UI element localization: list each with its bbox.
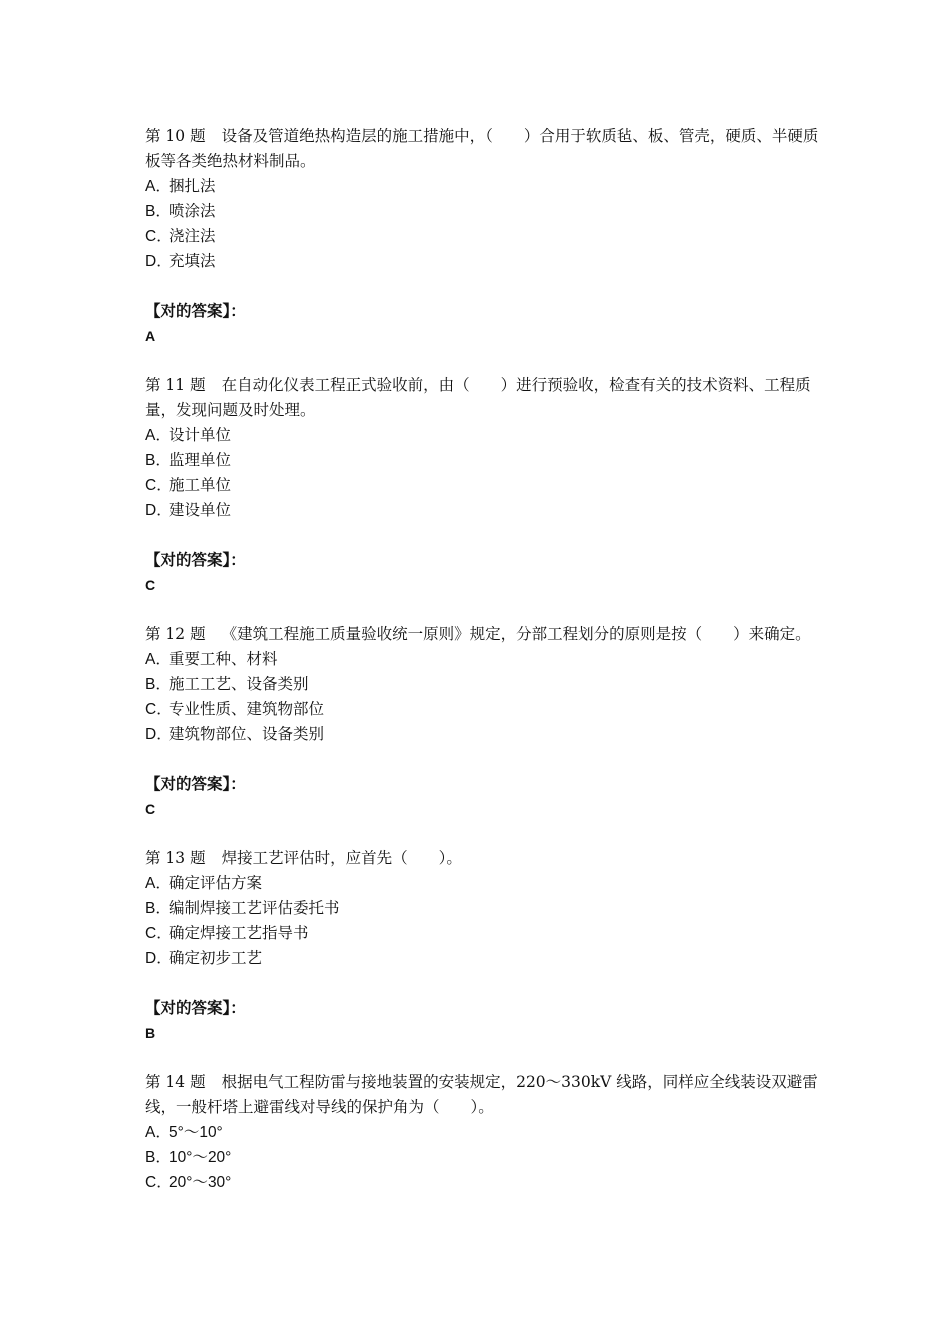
question-text: 焊接工艺评估时，应首先（ ）。: [221, 849, 462, 867]
option-a: [145, 423, 825, 448]
option-list: [145, 871, 825, 971]
option-text: 重要工种、材料: [169, 650, 278, 668]
option-text: 编制焊接工艺评估委托书: [169, 899, 340, 917]
document-page: [145, 124, 825, 1195]
option-text: 确定焊接工艺指导书: [169, 924, 309, 942]
option-text: 监理单位: [169, 451, 232, 469]
question-number: 第 12 题: [145, 625, 206, 643]
option-letter: C．: [145, 228, 172, 245]
option-text: 确定评估方案: [169, 874, 263, 892]
question-number: 第 14 题: [145, 1073, 206, 1091]
option-text: 捆扎法: [169, 177, 216, 195]
option-c: [145, 697, 825, 722]
answer-label: 【对的答案】：: [145, 303, 246, 320]
option-c: [145, 473, 825, 498]
answer-value: B: [145, 1025, 156, 1041]
answer-value: A: [145, 328, 156, 344]
question-11: [145, 373, 825, 598]
option-text: 建设单位: [169, 501, 232, 519]
option-letter: C．: [145, 701, 172, 718]
option-b: [145, 199, 825, 224]
option-text: 确定初步工艺: [169, 949, 263, 967]
option-text: 充填法: [169, 252, 216, 270]
option-text: 5°～10°: [169, 1124, 223, 1141]
option-c: [145, 921, 825, 946]
option-letter: B．: [145, 900, 171, 917]
option-letter: B．: [145, 452, 171, 469]
option-letter: A．: [145, 875, 171, 892]
answer-block: [145, 548, 825, 598]
option-b: [145, 448, 825, 473]
option-text: 10°～20°: [169, 1149, 232, 1166]
option-list: [145, 1120, 825, 1195]
option-b: [145, 1145, 825, 1170]
option-letter: D．: [145, 950, 172, 967]
question-number: 第 10 题: [145, 127, 206, 145]
answer-block: [145, 996, 825, 1046]
option-letter: A．: [145, 651, 171, 668]
option-c: [145, 1170, 825, 1195]
option-letter: B．: [145, 1149, 171, 1166]
answer-label: 【对的答案】：: [145, 1000, 246, 1017]
option-a: [145, 871, 825, 896]
option-letter: D．: [145, 502, 172, 519]
answer-value: C: [145, 577, 156, 593]
answer-label: 【对的答案】：: [145, 552, 246, 569]
answer-block: [145, 772, 825, 822]
option-text: 20°～30°: [169, 1174, 232, 1191]
question-stem: [145, 846, 825, 871]
question-12: [145, 622, 825, 822]
option-d: [145, 722, 825, 747]
answer-value: C: [145, 801, 156, 817]
option-b: [145, 672, 825, 697]
option-d: [145, 249, 825, 274]
question-text: 设备及管道绝热构造层的施工措施中，（ ）合用于软质毡、板、管壳，硬质、半硬质板等各类绝热材料制品。: [145, 127, 819, 170]
option-a: [145, 647, 825, 672]
option-text: 设计单位: [169, 426, 232, 444]
question-text: 《建筑工程施工质量验收统一原则》规定，分部工程划分的原则是按（ ）来确定。: [221, 625, 811, 643]
option-letter: C．: [145, 1174, 172, 1191]
option-letter: D．: [145, 726, 172, 743]
question-stem: [145, 373, 825, 423]
option-text: 施工工艺、设备类别: [169, 675, 309, 693]
option-text: 浇注法: [169, 227, 216, 245]
answer-block: [145, 299, 825, 349]
question-stem: [145, 622, 825, 647]
question-text: 根据电气工程防雷与接地装置的安装规定，220～330kV 线路，同样应全线装设双避雷线，一般杆塔上避雷线对导线的保护角为（ ）。: [145, 1073, 818, 1116]
option-letter: C．: [145, 477, 172, 494]
question-stem: [145, 124, 825, 174]
option-list: [145, 647, 825, 747]
option-text: 施工单位: [169, 476, 232, 494]
option-letter: A．: [145, 1124, 171, 1141]
option-list: [145, 423, 825, 523]
question-number: 第 11 题: [145, 376, 206, 394]
option-text: 喷涂法: [169, 202, 216, 220]
option-letter: B．: [145, 203, 171, 220]
question-10: [145, 124, 825, 349]
option-letter: D．: [145, 253, 172, 270]
answer-label: 【对的答案】：: [145, 776, 246, 793]
option-text: 建筑物部位、设备类别: [169, 725, 325, 743]
option-a: [145, 1120, 825, 1145]
option-text: 专业性质、建筑物部位: [169, 700, 325, 718]
option-b: [145, 896, 825, 921]
question-13: [145, 846, 825, 1046]
option-letter: A．: [145, 178, 171, 195]
option-d: [145, 946, 825, 971]
option-list: [145, 174, 825, 274]
option-a: [145, 174, 825, 199]
question-stem: [145, 1070, 825, 1120]
option-d: [145, 498, 825, 523]
question-14: [145, 1070, 825, 1195]
question-number: 第 13 题: [145, 849, 206, 867]
option-letter: C．: [145, 925, 172, 942]
question-text: 在自动化仪表工程正式验收前，由（ ）进行预验收，检查有关的技术资料、工程质量，发现问题及时处理。: [145, 376, 811, 419]
option-letter: A．: [145, 427, 171, 444]
option-c: [145, 224, 825, 249]
option-letter: B．: [145, 676, 171, 693]
